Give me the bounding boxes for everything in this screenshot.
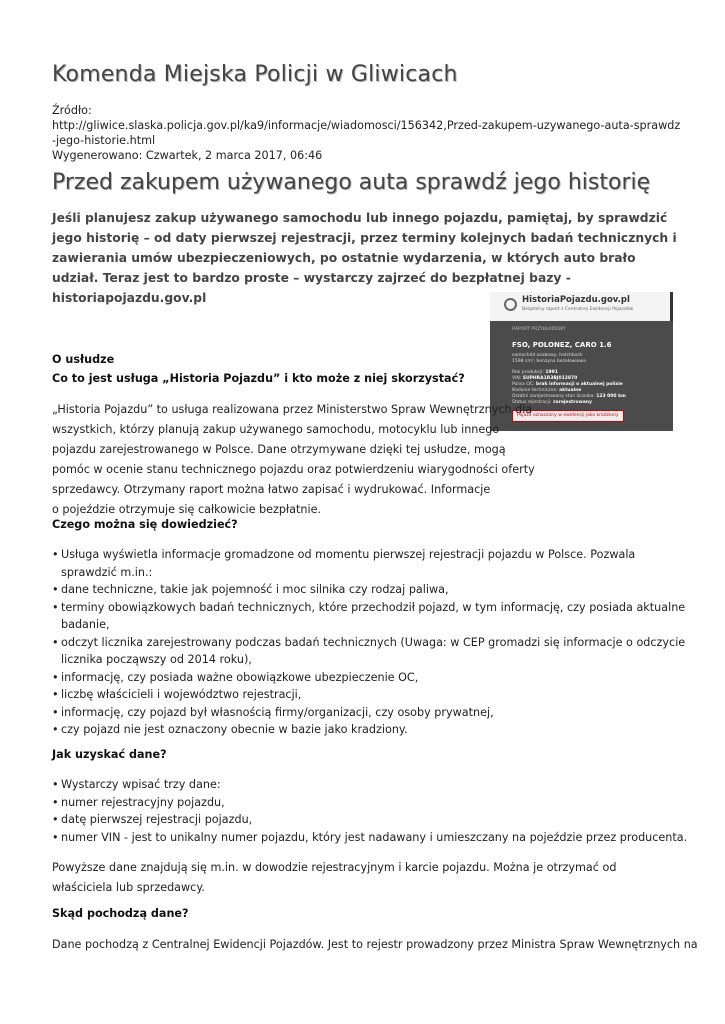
article-title: Przed zakupem używanego auta sprawdź jego historię (52, 170, 651, 195)
question-data-source: Skąd pochodzą dane? (52, 907, 189, 920)
list-item: • numer rejestracyjny pojazdu, (52, 794, 692, 812)
document-meta (52, 103, 682, 163)
site-title: Komenda Miejska Policji w Gliwicach (52, 62, 458, 87)
list-item: • Wystarczy wpisać trzy dane: (52, 776, 692, 794)
list-item: • Usługa wyświetla informacje gromadzone od momentu pierwszej rejestracji pojazdu w Polsce. Pozwala sprawdzić m.in.: (52, 546, 692, 581)
list-item: • czy pojazd nie jest oznaczony obecnie w bazie jako kradziony. (52, 721, 692, 739)
section-about: O usłudze (52, 353, 115, 366)
image-stolen-warning: Pojazd oznaczony w ewidencji jako kradziony (512, 410, 624, 422)
image-report-value: brak informacji o aktualnej polisie (535, 382, 623, 387)
list-item: • numer VIN - jest to unikalny numer pojazdu, który jest nadawany i umieszczany na pojeździe przez producenta. (52, 829, 692, 847)
requirements-list (52, 776, 692, 846)
paragraph-line: pojazdu zarejestrowanego w Polsce. Dane otrzymywane dzięki tej usłudze, mogą (52, 443, 506, 456)
question-what-can-learn: Czego można się dowiedzieć? (52, 518, 238, 531)
list-item: • informację, czy posiada ważne obowiązkowe ubezpieczenie OC, (52, 669, 692, 687)
image-car-spec: samochód osobowy, hatchback (512, 353, 583, 358)
paragraph-line: „Historia Pojazdu” to usługa realizowana przez Ministerstwo Spraw Wewnętrznych dla (52, 403, 533, 416)
image-report-value: aktualne (559, 388, 582, 393)
image-report-value: 1991 (545, 370, 558, 375)
image-logo-subtitle: Bezpłatny raport z Centralnej Ewidencji Pojazdów (522, 307, 634, 312)
list-item: • datę pierwszej rejestracji pojazdu, (52, 811, 692, 829)
image-report-key: Rok produkcji: (512, 370, 546, 375)
paragraph-line: sprzedawcy. Otrzymany raport można łatwo zapisać i wydrukować. Informacje (52, 483, 491, 496)
image-edge (670, 292, 673, 321)
image-report-value: SUPHRA1R3BJ012870 (522, 376, 578, 381)
image-report-key: VIN: (512, 376, 523, 381)
image-report-key: Ostatni zarejestrowany stan licznika: (512, 394, 597, 399)
data-source-paragraph: Dane pochodzą z Centralnej Ewidencji Pojazdów. Jest to rejestr prowadzony przez Ministra Spraw Wewnętrznych na (52, 938, 698, 951)
question-how-to-get: Jak uzyskać dane? (52, 748, 167, 761)
image-logo-text: HistoriaPojazdu.gov.pl (522, 295, 630, 305)
image-car-model: FSO, POLONEZ, CARO 1.6 (512, 341, 612, 349)
magnifier-icon (504, 298, 517, 311)
documents-paragraph: Powyższe dane znajdują się m.in. w dowodzie rejestracyjnym i karcie pojazdu. Można je otrzymać od właściciela lub sprzedawcy. (52, 861, 617, 894)
image-report-value: zarejestrowany (552, 400, 592, 405)
list-item: • odczyt licznika zarejestrowany podczas badań technicznych (Uwaga: w CEP gromadzi się informacje o odczycie licznika począwszy od 2014 roku), (52, 634, 692, 669)
image-header (490, 292, 673, 321)
image-car-spec: 1598 cm³, benzyna bezołowiowa (512, 359, 586, 364)
source-label: Źródło: (52, 104, 92, 117)
image-report-value: 123 000 km (596, 394, 626, 399)
about-paragraph (52, 400, 535, 520)
paragraph-line: pomóc w ocenie stanu technicznego pojazdu oraz potwierdzeniu wiarygodności oferty (52, 463, 535, 476)
image-report-key: Status rejestracji: (512, 400, 553, 405)
image-report-key: Badanie techniczne: (512, 388, 560, 393)
article-lead: Jeśli planujesz zakup używanego samochodu lub innego pojazdu, pamiętaj, by sprawdzić jego historię – od daty pierwszej rejestracji, przez terminy kolejnych badań technicznych i zawierania umów ubezpieczeniowych, po ostatnie wydarzenia, w których auto brało udział. Teraz jest to bardzo proste – wystarczy zajrzeć do bezpłatnej bazy - historiapojazdu.gov.pl (52, 211, 677, 305)
generated-timestamp: Wygenerowano: Czwartek, 2 marca 2017, 06:46 (52, 149, 323, 162)
image-report-key: Polisa OC: (512, 382, 536, 387)
info-list (52, 546, 692, 739)
question-what-is: Co to jest usługa „Historia Pojazdu” i kto może z niej skorzystać? (52, 372, 465, 385)
list-item: • terminy obowiązkowych badań technicznych, które przechodził pojazd, w tym informację, czy posiada aktualne badanie, (52, 599, 692, 634)
list-item: • informację, czy pojazd był własnością firmy/organizacji, czy osoby prywatnej, (52, 704, 692, 722)
list-item: • dane techniczne, takie jak pojemność i moc silnika czy rodzaj paliwa, (52, 581, 692, 599)
image-report-label: RAPORT PRZYKŁADOWY (512, 327, 566, 332)
paragraph-line: wszystkich, którzy planują zakup używanego samochodu, motocyklu lub innego (52, 423, 500, 436)
list-item: • liczbę właścicieli i województwo rejestracji, (52, 686, 692, 704)
paragraph-line: o pojeździe otrzymuje się całkowicie bezpłatnie. (52, 503, 322, 516)
source-url[interactable]: http://gliwice.slaska.policja.gov.pl/ka9/informacje/wiadomosci/156342,Przed-zakupem-uzywanego-auta-sprawdz-jego-historie.html (52, 119, 681, 147)
